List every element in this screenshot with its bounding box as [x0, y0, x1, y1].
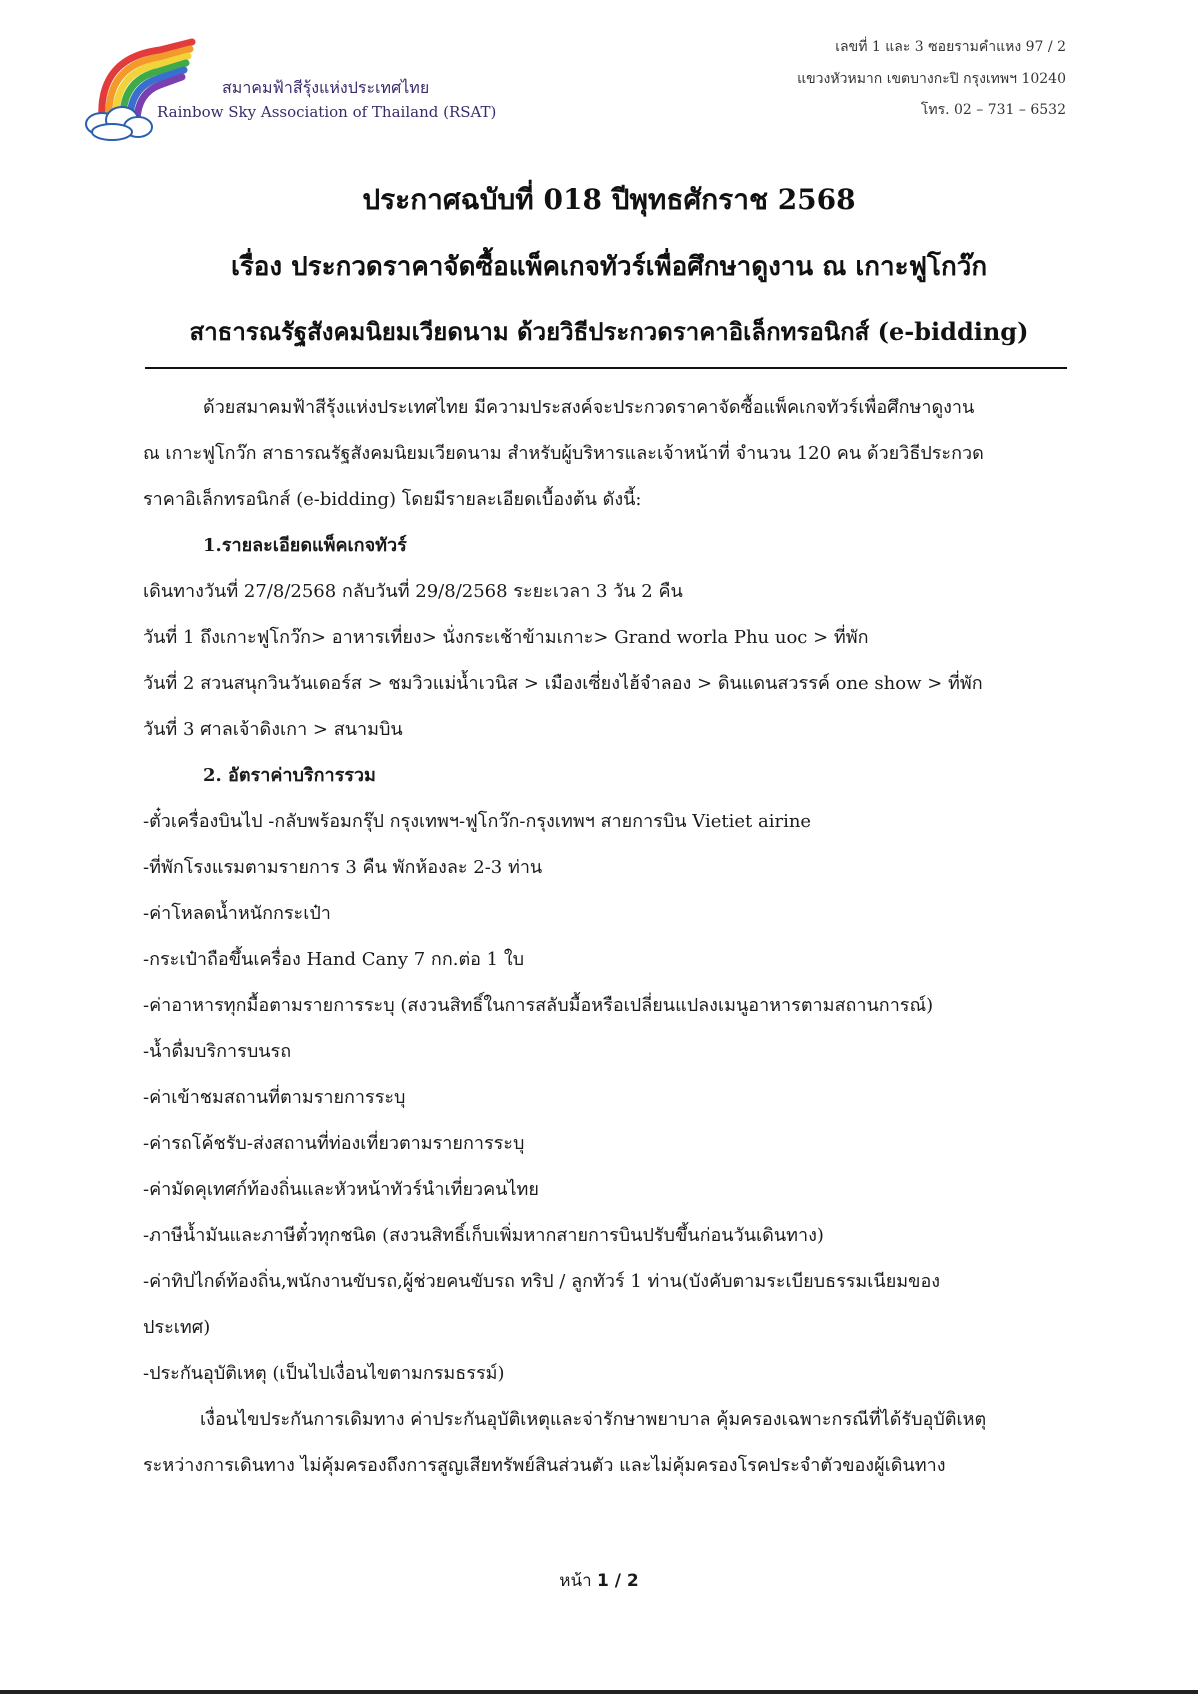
- page-number: [0, 1567, 1198, 1594]
- itinerary-line: วันที่ 1 ถึงเกาะฟูโกว๊ก> อาหารเที่ยง> นั่งกระเช้าข้ามเกาะ> Grand worla Phu uoc > ที่พัก: [143, 627, 869, 648]
- service-item: -ค่าโหลดน้ำหนักกระเป๋า: [143, 903, 331, 924]
- itinerary-line: เดินทางวันที่ 27/8/2568 กลับวันที่ 29/8/2568 ระยะเวลา 3 วัน 2 คืน: [143, 581, 683, 602]
- announcement-title: ประกาศฉบับที่ 018 ปีพุทธศักราช 2568: [362, 183, 856, 216]
- service-item: -น้ำดื่มบริการบนรถ: [143, 1041, 292, 1062]
- org-name-thai: สมาคมฟ้าสีรุ้งแห่งประเทศไทย: [222, 78, 430, 97]
- page-count: 1 / 2: [597, 1571, 639, 1591]
- itinerary-line: วันที่ 3 ศาลเจ้าดิงเกา > สนามบิน: [143, 719, 403, 740]
- section-2-heading: 2. อัตราค่าบริการรวม: [203, 765, 376, 786]
- service-item: -กระเป๋าถือขึ้นเครื่อง Hand Cany 7 กก.ต่อ 1 ใบ: [143, 949, 525, 970]
- service-item: -ค่าเข้าชมสถานที่ตามรายการระบุ: [143, 1087, 406, 1108]
- intro-line: ด้วยสมาคมฟ้าสีรุ้งแห่งประเทศไทย มีความประสงค์จะประกวดราคาจัดซื้อแพ็คเกจทัวร์เพื่อศึกษาดูงาน: [203, 397, 975, 418]
- service-item: -ภาษีน้ำมันและภาษีตั๋วทุกชนิด (สงวนสิทธิ์เก็บเพิ่มหากสายการบินปรับขึ้นก่อนวันเดินทาง): [143, 1225, 824, 1246]
- announcement-subject: เรื่อง ประกวดราคาจัดซื้อแพ็คเกจทัวร์เพื่อศึกษาดูงาน ณ เกาะฟูโกว๊ก: [230, 252, 988, 282]
- intro-line: ณ เกาะฟูโกว๊ก สาธารณรัฐสังคมนิยมเวียดนาม สำหรับผู้บริหารและเจ้าหน้าที่ จำนวน 120 คน ด้วยวิธีประกวด: [143, 443, 984, 464]
- section-1-heading: 1.รายละเอียดแพ็คเกจทัวร์: [203, 535, 407, 556]
- service-item: -ตั๋วเครื่องบินไป -กลับพร้อมกรุ๊ป กรุงเทพฯ-ฟูโกว๊ก-กรุงเทพฯ สายการบิน Vietiet airine: [143, 811, 812, 832]
- scan-bottom-edge: [0, 1690, 1198, 1694]
- address-line-1: เลขที่ 1 และ 3 ซอยรามคำแหง 97 / 2: [835, 39, 1066, 55]
- service-item: -ค่าอาหารทุกมื้อตามรายการระบุ (สงวนสิทธิ์ในการสลับมื้อหรือเปลี่ยนแปลงเมนูอาหารตามสถานการณ์): [143, 995, 934, 1016]
- page-prefix: หน้า: [559, 1571, 592, 1591]
- service-item: -ประกันอุบัติเหตุ (เป็นไปเงื่อนไขตามกรมธรรม์): [143, 1363, 505, 1384]
- intro-line: ราคาอิเล็กทรอนิกส์ (e-bidding) โดยมีรายละเอียดเบื้องต้น ดังนี้:: [143, 489, 642, 510]
- announcement-subject-cont: สาธารณรัฐสังคมนิยมเวียดนาม ด้วยวิธีประกวดราคาอิเล็กทรอนิกส์ (e-bidding): [189, 317, 1029, 346]
- title-divider: [145, 367, 1067, 369]
- rainbow-cloud-logo: [80, 28, 200, 143]
- phone-number: โทร. 02 – 731 – 6532: [920, 102, 1066, 118]
- service-item: -ที่พักโรงแรมตามรายการ 3 คืน พักห้องละ 2-3 ท่าน: [143, 857, 543, 878]
- service-item: -ค่ารถโค้ชรับ-ส่งสถานที่ท่องเที่ยวตามรายการระบุ: [143, 1133, 525, 1154]
- service-item: ประเทศ): [143, 1317, 211, 1338]
- service-item: -ค่าทิปไกด์ท้องถิ่น,พนักงานขับรถ,ผู้ช่วยคนขับรถ ทริป / ลูกทัวร์ 1 ท่าน(บังคับตามระเบียบธรรมเนียมของ: [143, 1271, 941, 1292]
- org-name-english: Rainbow Sky Association of Thailand (RSAT): [157, 103, 497, 121]
- service-item: -ค่ามัดคุเทศก์ท้องถิ่นและหัวหน้าทัวร์นำเที่ยวคนไทย: [143, 1179, 539, 1200]
- address-line-2: แขวงหัวหมาก เขตบางกะปิ กรุงเทพฯ 10240: [797, 71, 1066, 87]
- itinerary-line: วันที่ 2 สวนสนุกวินวันเดอร์ส > ชมวิวแม่น้ำเวนิส > เมืองเซี่ยงไฮ้จำลอง > ดินแดนสวรรค์ one show > ที่พัก: [143, 673, 983, 694]
- closing-line: ระหว่างการเดินทาง ไม่คุ้มครองถึงการสูญเสียทรัพย์สินส่วนตัว และไม่คุ้มครองโรคประจำตัวของผู้เดินทาง: [143, 1455, 946, 1476]
- closing-line: เงื่อนไขประกันการเดิมทาง ค่าประกันอุบัติเหตุและจ่ารักษาพยาบาล คุ้มครองเฉพาะกรณีที่ได้รับอุบัติเหตุ: [200, 1409, 987, 1430]
